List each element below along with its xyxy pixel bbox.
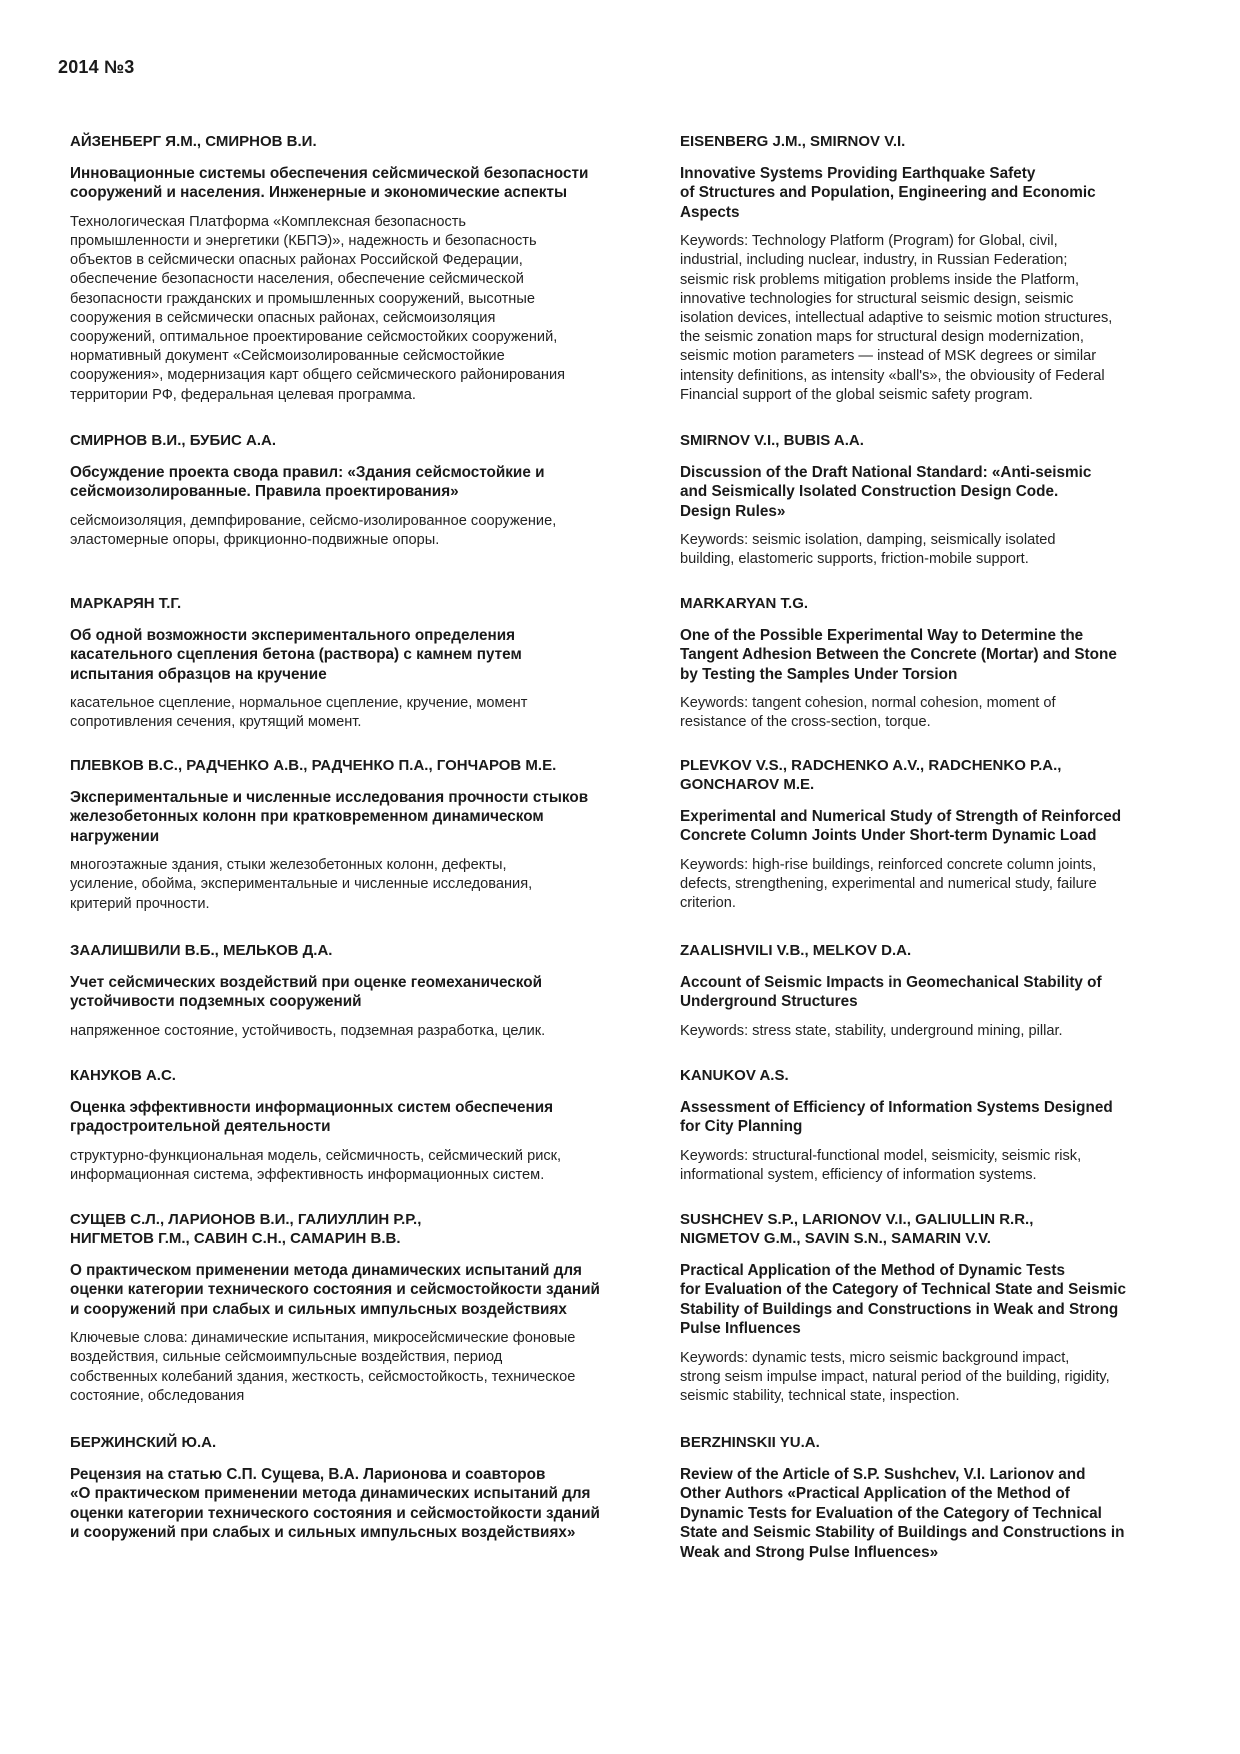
article-title: О практическом применении метода динамических испытаний для оценки категории технического состояния и сейсмостойкости зданий и сооружений при слабых и сильных импульсных воздействиях	[70, 1262, 600, 1318]
article-title: Инновационные системы обеспечения сейсмической безопасности сооружений и населения. Инженерные и экономические аспекты	[70, 165, 589, 202]
article-keywords: структурно-функциональная модель, сейсмичность, сейсмический риск, информационная система, эффективность информационных систем.	[70, 1147, 562, 1184]
article-keywords: напряженное состояние, устойчивость, подземная разработка, целик.	[70, 1022, 546, 1039]
article-authors: PLEVKOV V.S., RADCHENKO A.V., RADCHENKO P.A., GONCHAROV M.E.	[680, 757, 1062, 793]
article-keywords: касательное сцепление, нормальное сцепление, кручение, момент сопротивления сечения, крутящий момент.	[70, 695, 528, 731]
issue-number: 2014 №3	[58, 57, 135, 77]
article-en	[680, 594, 1180, 733]
article-title: Экспериментальные и численные исследования прочности стыков железобетонных колонн при кратковременном динамическом нагружении	[70, 789, 589, 845]
article-authors: СМИРНОВ В.И., БУБИС А.А.	[70, 432, 277, 449]
article-en	[680, 756, 1180, 913]
article-keywords: сейсмоизоляция, демпфирование, сейсмо-изолированное сооружение, эластомерные опоры, фрикционно-подвижные опоры.	[70, 512, 557, 549]
article-authors: EISENBERG J.M., SMIRNOV V.I.	[680, 133, 906, 150]
article-keywords: Keywords: stress state, stability, underground mining, pillar.	[680, 1022, 1063, 1039]
article-title: Account of Seismic Impacts in Geomechanical Stability of Underground Structures	[680, 974, 1102, 1011]
article-ru	[70, 431, 660, 550]
article-keywords: Keywords: structural-functional model, seismicity, seismic risk, informational system, efficiency of information systems.	[680, 1147, 1082, 1184]
article-title: Рецензия на статью С.П. Сущева, В.А. Ларионова и соавторов «О практическом применении метода динамических испытаний для оценки категории технического состояния и сейсмостойкости зданий и сооружений при слабых и сильных импульсных воздействиях»	[70, 1466, 600, 1542]
article-en	[680, 1433, 1180, 1572]
article-ru	[70, 594, 660, 733]
article-authors: СУЩЕВ С.Л., ЛАРИОНОВ В.И., ГАЛИУЛЛИН Р.Р., НИГМЕТОВ Г.М., САВИН С.Н., САМАРИН В.В.	[70, 1211, 422, 1247]
article-keywords: Keywords: seismic isolation, damping, seismically isolated building, elastomeric supports, friction-mobile support.	[680, 532, 1056, 568]
article-title: Innovative Systems Providing Earthquake Safety of Structures and Population, Engineering and Economic Aspects	[680, 165, 1096, 221]
article-ru	[70, 1433, 660, 1553]
article-authors: МАРКАРЯН Т.Г.	[70, 595, 182, 612]
article-en	[680, 132, 1180, 405]
article-keywords: Ключевые слова: динамические испытания, микросейсмические фоновые воздействия, сильные сейсмоимпульсные воздействия, период собственных колебаний здания, жесткость, сейсмостойкость, техническое состояние, обследования	[70, 1330, 576, 1404]
article-keywords: Keywords: Technology Platform (Program) for Global, civil, industrial, including nuclear, industry, in Russian Federation; seismic risk problems mitigation problems inside the Platform, innovative technologies for structural seismic design, seismic isolation devices, intellectual adaptive to seismic motion structures, the seismic zonation maps for structural design modernization, seismic motion parameters — instead of MSK degrees or similar intensity definitions, as intensity «ball's», the obviousity of Federal Financial support of the global seismic safety program.	[680, 233, 1113, 403]
article-authors: KANUKOV A.S.	[680, 1067, 789, 1084]
article-authors: MARKARYAN T.G.	[680, 595, 809, 612]
article-title: Practical Application of the Method of Dynamic Tests for Evaluation of the Category of Technical State and Seismic Stability of Buildings and Constructions in Weak and Strong Pulse Influences	[680, 1262, 1126, 1338]
article-keywords: многоэтажные здания, стыки железобетонных колонн, дефекты, усиление, обойма, экспериментальные и численные исследования, критерий прочности.	[70, 857, 533, 912]
article-authors: АЙЗЕНБЕРГ Я.М., СМИРНОВ В.И.	[70, 133, 317, 150]
article-authors: ZAALISHVILI V.B., MELKOV D.A.	[680, 942, 912, 959]
article-authors: BERZHINSKII YU.A.	[680, 1434, 820, 1451]
article-en	[680, 941, 1180, 1041]
article-title: Review of the Article of S.P. Sushchev, V.I. Larionov and Other Authors «Practical Application of the Method of Dynamic Tests for Evaluation of the Category of Technical State and Seismic Stability of Buildings and Constructions in Weak and Strong Pulse Influences»	[680, 1466, 1125, 1561]
article-en	[680, 1210, 1180, 1406]
article-ru	[70, 941, 660, 1041]
article-ru	[70, 132, 660, 405]
article-authors: SMIRNOV V.I., BUBIS A.A.	[680, 432, 864, 449]
article-ru	[70, 1210, 660, 1406]
article-authors: КАНУКОВ А.С.	[70, 1067, 176, 1084]
article-authors: SUSHCHEV S.P., LARIONOV V.I., GALIULLIN R.R., NIGMETOV G.M., SAVIN S.N., SAMARIN V.V.	[680, 1211, 1034, 1247]
article-title: Учет сейсмических воздействий при оценке геомеханической устойчивости подземных сооружений	[70, 974, 542, 1011]
article-keywords: Keywords: high-rise buildings, reinforced concrete column joints, defects, strengthening, experimental and numerical study, failure criterion.	[680, 856, 1097, 912]
article-title: Discussion of the Draft National Standard: «Anti-seismic and Seismically Isolated Construction Design Code. Design Rules»	[680, 464, 1092, 520]
article-title: Об одной возможности экспериментального определения касательного сцепления бетона (раствора) с камнем путем испытания образцов на кручение	[70, 627, 522, 683]
article-keywords: Keywords: dynamic tests, micro seismic background impact, strong seism impulse impact, natural period of the building, rigidity, seismic stability, technical state, inspection.	[680, 1349, 1110, 1405]
article-title: One of the Possible Experimental Way to Determine the Tangent Adhesion Between the Concrete (Mortar) and Stone by Testing the Samples Under Torsion	[680, 627, 1117, 683]
article-title: Обсуждение проекта свода правил: «Здания сейсмостойкие и сейсмоизолированные. Правила проектирования»	[70, 464, 545, 501]
article-title: Оценка эффективности информационных систем обеспечения градостроительной деятельности	[70, 1099, 554, 1136]
article-keywords: Keywords: tangent cohesion, normal cohesion, moment of resistance of the cross-section, torque.	[680, 695, 1056, 731]
article-title: Experimental and Numerical Study of Strength of Reinforced Concrete Column Joints Under Short-term Dynamic Load	[680, 808, 1122, 845]
article-ru	[70, 756, 660, 914]
article-en	[680, 1066, 1180, 1185]
article-authors: БЕРЖИНСКИЙ Ю.А.	[70, 1434, 217, 1451]
article-authors: ЗААЛИШВИЛИ В.Б., МЕЛЬКОВ Д.А.	[70, 942, 333, 959]
article-authors: ПЛЕВКОВ В.С., РАДЧЕНКО А.В., РАДЧЕНКО П.А., ГОНЧАРОВ М.Е.	[70, 757, 557, 774]
article-keywords: Технологическая Платформа «Комплексная безопасность промышленности и энергетики (КБПЭ)», надежность и безопасность объектов в сейсмически опасных районах Российской Федерации, обеспечение безопасности населения, обеспечение сейсмической безопасности гражданских и промышленных сооружений, высотные сооружения в сейсмически опасных районах, сейсмоизоляция сооружений, оптимальное проектирование сейсмостойких сооружений, нормативный документ «Сейсмоизолированные сейсмостойкие сооружения», модернизация карт общего сейсмического районирования территории РФ, федеральная целевая программа.	[70, 213, 566, 403]
article-title: Assessment of Efficiency of Information Systems Designed for City Planning	[680, 1099, 1113, 1136]
article-en	[680, 431, 1180, 570]
article-ru	[70, 1066, 660, 1185]
